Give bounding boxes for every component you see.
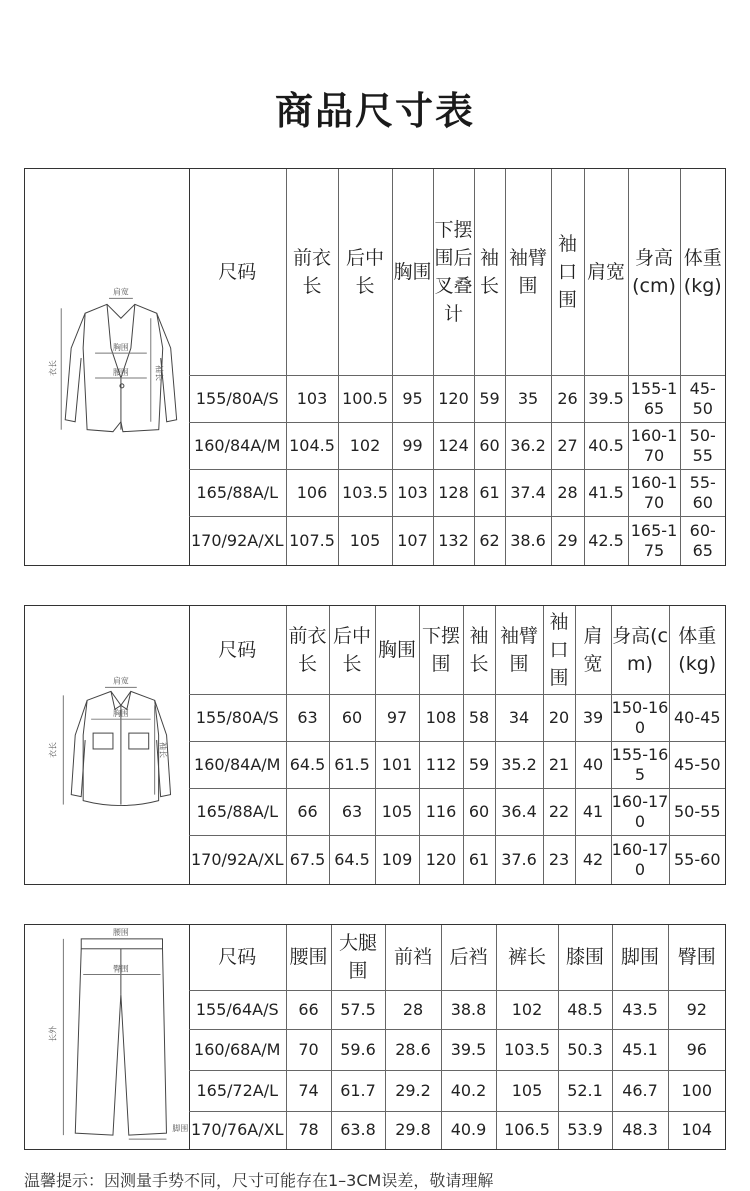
data-cell: 97 — [375, 694, 419, 741]
data-cell: 100 — [668, 1070, 725, 1111]
data-cell: 120 — [433, 375, 474, 422]
data-cell: 104 — [668, 1111, 725, 1149]
data-cell: 52.1 — [558, 1070, 612, 1111]
data-cell: 95 — [392, 375, 433, 422]
shirt-figure — [25, 606, 190, 884]
data-cell: 103 — [286, 375, 338, 422]
data-cell: 100.5 — [338, 375, 392, 422]
data-cell: 45.1 — [612, 1029, 668, 1070]
jacket-size-table — [189, 169, 725, 565]
data-cell: 42 — [575, 835, 611, 884]
data-cell: 99 — [392, 422, 433, 469]
data-cell: 96 — [668, 1029, 725, 1070]
header-cell: 腰围 — [286, 925, 331, 990]
header-cell: 肩宽 — [584, 169, 628, 375]
data-cell: 28 — [385, 990, 441, 1029]
header-cell: 肩宽 — [575, 606, 611, 694]
data-cell: 55-60 — [680, 469, 725, 516]
data-cell: 46.7 — [612, 1070, 668, 1111]
pants-figure — [25, 925, 190, 1149]
data-cell: 61.7 — [331, 1070, 385, 1111]
pants-outseam-label: 长外 — [48, 1026, 58, 1042]
data-cell: 58 — [463, 694, 495, 741]
table-row — [189, 422, 725, 469]
data-cell: 60 — [463, 788, 495, 835]
data-cell: 59 — [474, 375, 505, 422]
table-row — [189, 741, 725, 788]
header-cell: 胸围 — [375, 606, 419, 694]
header-cell: 体重(kg) — [680, 169, 725, 375]
data-cell: 48.5 — [558, 990, 612, 1029]
data-cell: 37.4 — [505, 469, 551, 516]
data-cell: 23 — [543, 835, 575, 884]
data-cell: 50-55 — [669, 788, 725, 835]
header-cell: 大腿围 — [331, 925, 385, 990]
page-title: 商品尺寸表 — [274, 89, 475, 133]
header-cell: 后中长 — [329, 606, 375, 694]
data-cell: 40.2 — [441, 1070, 496, 1111]
data-cell: 37.6 — [495, 835, 543, 884]
data-cell: 22 — [543, 788, 575, 835]
header-cell: 尺码 — [189, 606, 286, 694]
size-cell: 165/88A/L — [189, 788, 286, 835]
data-cell: 41 — [575, 788, 611, 835]
data-cell: 40.5 — [584, 422, 628, 469]
header-cell: 袖臂围 — [495, 606, 543, 694]
data-cell: 102 — [496, 990, 558, 1029]
size-cell: 160/84A/M — [189, 422, 286, 469]
data-cell: 26 — [551, 375, 584, 422]
data-cell: 40 — [575, 741, 611, 788]
data-cell: 28.6 — [385, 1029, 441, 1070]
pants-header-row — [189, 925, 725, 990]
header-cell: 尺码 — [189, 925, 286, 990]
header-cell: 体重(kg) — [669, 606, 725, 694]
data-cell: 50-55 — [680, 422, 725, 469]
shirt-shoulder-label: 肩宽 — [112, 676, 129, 686]
data-cell: 55-60 — [669, 835, 725, 884]
jacket-outline-icon — [25, 169, 189, 565]
pants-waist-label: 腰围 — [112, 927, 129, 937]
data-cell: 45-50 — [680, 375, 725, 422]
data-cell: 66 — [286, 788, 329, 835]
size-cell: 165/72A/L — [189, 1070, 286, 1111]
shirt-header-row — [189, 606, 725, 694]
data-cell: 36.2 — [505, 422, 551, 469]
table-row — [189, 1111, 725, 1149]
header-cell: 袖长 — [474, 169, 505, 375]
data-cell: 92 — [668, 990, 725, 1029]
data-cell: 34 — [495, 694, 543, 741]
data-cell: 40-45 — [669, 694, 725, 741]
header-cell: 下摆围 — [419, 606, 463, 694]
size-cell: 160/84A/M — [189, 741, 286, 788]
size-cell: 170/92A/XL — [189, 835, 286, 884]
shirt-outline-icon — [25, 606, 189, 884]
size-cell: 155/80A/S — [189, 694, 286, 741]
jacket-sleeve-label: 袖长 — [154, 365, 164, 381]
data-cell: 106.5 — [496, 1111, 558, 1149]
data-cell: 160-170 — [611, 788, 669, 835]
header-cell: 下摆围后叉叠计 — [433, 169, 474, 375]
data-cell: 61 — [474, 469, 505, 516]
data-cell: 124 — [433, 422, 474, 469]
size-cell: 170/92A/XL — [189, 516, 286, 565]
table-row — [189, 469, 725, 516]
data-cell: 61.5 — [329, 741, 375, 788]
data-cell: 160-170 — [611, 835, 669, 884]
header-cell: 尺码 — [189, 169, 286, 375]
data-cell: 102 — [338, 422, 392, 469]
pants-hip-label: 臀围 — [112, 964, 129, 974]
data-cell: 150-160 — [611, 694, 669, 741]
size-cell: 165/88A/L — [189, 469, 286, 516]
data-cell: 43.5 — [612, 990, 668, 1029]
data-cell: 66 — [286, 990, 331, 1029]
data-cell: 29.2 — [385, 1070, 441, 1111]
data-cell: 42.5 — [584, 516, 628, 565]
data-cell: 57.5 — [331, 990, 385, 1029]
header-cell: 前裆 — [385, 925, 441, 990]
data-cell: 29 — [551, 516, 584, 565]
header-cell: 前衣长 — [286, 606, 329, 694]
header-cell: 后裆 — [441, 925, 496, 990]
data-cell: 50.3 — [558, 1029, 612, 1070]
data-cell: 45-50 — [669, 741, 725, 788]
jacket-chest-label: 胸围 — [112, 343, 129, 353]
data-cell: 108 — [419, 694, 463, 741]
jacket-shoulder-label: 肩宽 — [112, 287, 129, 297]
data-cell: 155-165 — [611, 741, 669, 788]
jacket-waist-label: 腰围 — [112, 367, 129, 377]
header-cell: 袖口围 — [551, 169, 584, 375]
shirt-sleeve-label: 袖长 — [158, 742, 168, 758]
data-cell: 155-165 — [628, 375, 680, 422]
data-cell: 40.9 — [441, 1111, 496, 1149]
data-cell: 70 — [286, 1029, 331, 1070]
jacket-figure — [25, 169, 190, 565]
header-cell: 身高(cm) — [628, 169, 680, 375]
data-cell: 105 — [338, 516, 392, 565]
header-cell: 胸围 — [392, 169, 433, 375]
table-row — [189, 1070, 725, 1111]
data-cell: 62 — [474, 516, 505, 565]
table-row — [189, 375, 725, 422]
size-cell: 155/80A/S — [189, 375, 286, 422]
header-cell: 袖长 — [463, 606, 495, 694]
data-cell: 160-170 — [628, 422, 680, 469]
data-cell: 112 — [419, 741, 463, 788]
pants-size-table — [189, 925, 725, 1149]
jacket-size-block — [24, 168, 726, 566]
data-cell: 105 — [496, 1070, 558, 1111]
data-cell: 59.6 — [331, 1029, 385, 1070]
table-row — [189, 788, 725, 835]
data-cell: 53.9 — [558, 1111, 612, 1149]
data-cell: 61 — [463, 835, 495, 884]
data-cell: 105 — [375, 788, 419, 835]
table-row — [189, 516, 725, 565]
shirt-chest-label: 胸围 — [112, 709, 129, 719]
footer-note: 温馨提示：因测量手势不同，尺寸可能存在1–3CM误差，敬请理解 — [24, 1171, 494, 1190]
data-cell: 103.5 — [338, 469, 392, 516]
data-cell: 60 — [474, 422, 505, 469]
shirt-size-table — [189, 606, 725, 884]
size-cell: 160/68A/M — [189, 1029, 286, 1070]
data-cell: 67.5 — [286, 835, 329, 884]
data-cell: 109 — [375, 835, 419, 884]
data-cell: 103.5 — [496, 1029, 558, 1070]
data-cell: 165-175 — [628, 516, 680, 565]
data-cell: 41.5 — [584, 469, 628, 516]
header-cell: 袖口围 — [543, 606, 575, 694]
data-cell: 103 — [392, 469, 433, 516]
size-cell: 170/76A/XL — [189, 1111, 286, 1149]
table-row — [189, 694, 725, 741]
pants-size-block — [24, 924, 726, 1150]
data-cell: 63 — [286, 694, 329, 741]
data-cell: 20 — [543, 694, 575, 741]
header-cell: 膝围 — [558, 925, 612, 990]
jacket-length-label: 衣长 — [48, 360, 58, 376]
data-cell: 39 — [575, 694, 611, 741]
data-cell: 48.3 — [612, 1111, 668, 1149]
data-cell: 107.5 — [286, 516, 338, 565]
data-cell: 160-170 — [628, 469, 680, 516]
header-cell: 臀围 — [668, 925, 725, 990]
data-cell: 35 — [505, 375, 551, 422]
data-cell: 107 — [392, 516, 433, 565]
header-cell: 后中长 — [338, 169, 392, 375]
pants-outline-icon — [25, 925, 189, 1149]
data-cell: 39.5 — [584, 375, 628, 422]
data-cell: 74 — [286, 1070, 331, 1111]
data-cell: 132 — [433, 516, 474, 565]
data-cell: 63 — [329, 788, 375, 835]
header-cell: 身高(cm) — [611, 606, 669, 694]
data-cell: 38.8 — [441, 990, 496, 1029]
data-cell: 104.5 — [286, 422, 338, 469]
data-cell: 60-65 — [680, 516, 725, 565]
data-cell: 35.2 — [495, 741, 543, 788]
data-cell: 101 — [375, 741, 419, 788]
data-cell: 29.8 — [385, 1111, 441, 1149]
table-row — [189, 835, 725, 884]
data-cell: 36.4 — [495, 788, 543, 835]
data-cell: 27 — [551, 422, 584, 469]
jacket-header-row — [189, 169, 725, 375]
data-cell: 63.8 — [331, 1111, 385, 1149]
data-cell: 120 — [419, 835, 463, 884]
pants-hem-label: 脚围 — [172, 1124, 189, 1134]
data-cell: 28 — [551, 469, 584, 516]
size-cell: 155/64A/S — [189, 990, 286, 1029]
data-cell: 60 — [329, 694, 375, 741]
header-cell: 脚围 — [612, 925, 668, 990]
data-cell: 21 — [543, 741, 575, 788]
table-row — [189, 990, 725, 1029]
shirt-size-block — [24, 605, 726, 885]
header-cell: 裤长 — [496, 925, 558, 990]
data-cell: 64.5 — [286, 741, 329, 788]
shirt-length-label: 衣长 — [48, 742, 58, 758]
data-cell: 78 — [286, 1111, 331, 1149]
data-cell: 64.5 — [329, 835, 375, 884]
header-cell: 前衣长 — [286, 169, 338, 375]
header-cell: 袖臂围 — [505, 169, 551, 375]
data-cell: 106 — [286, 469, 338, 516]
table-row — [189, 1029, 725, 1070]
data-cell: 128 — [433, 469, 474, 516]
data-cell: 39.5 — [441, 1029, 496, 1070]
data-cell: 38.6 — [505, 516, 551, 565]
data-cell: 116 — [419, 788, 463, 835]
data-cell: 59 — [463, 741, 495, 788]
